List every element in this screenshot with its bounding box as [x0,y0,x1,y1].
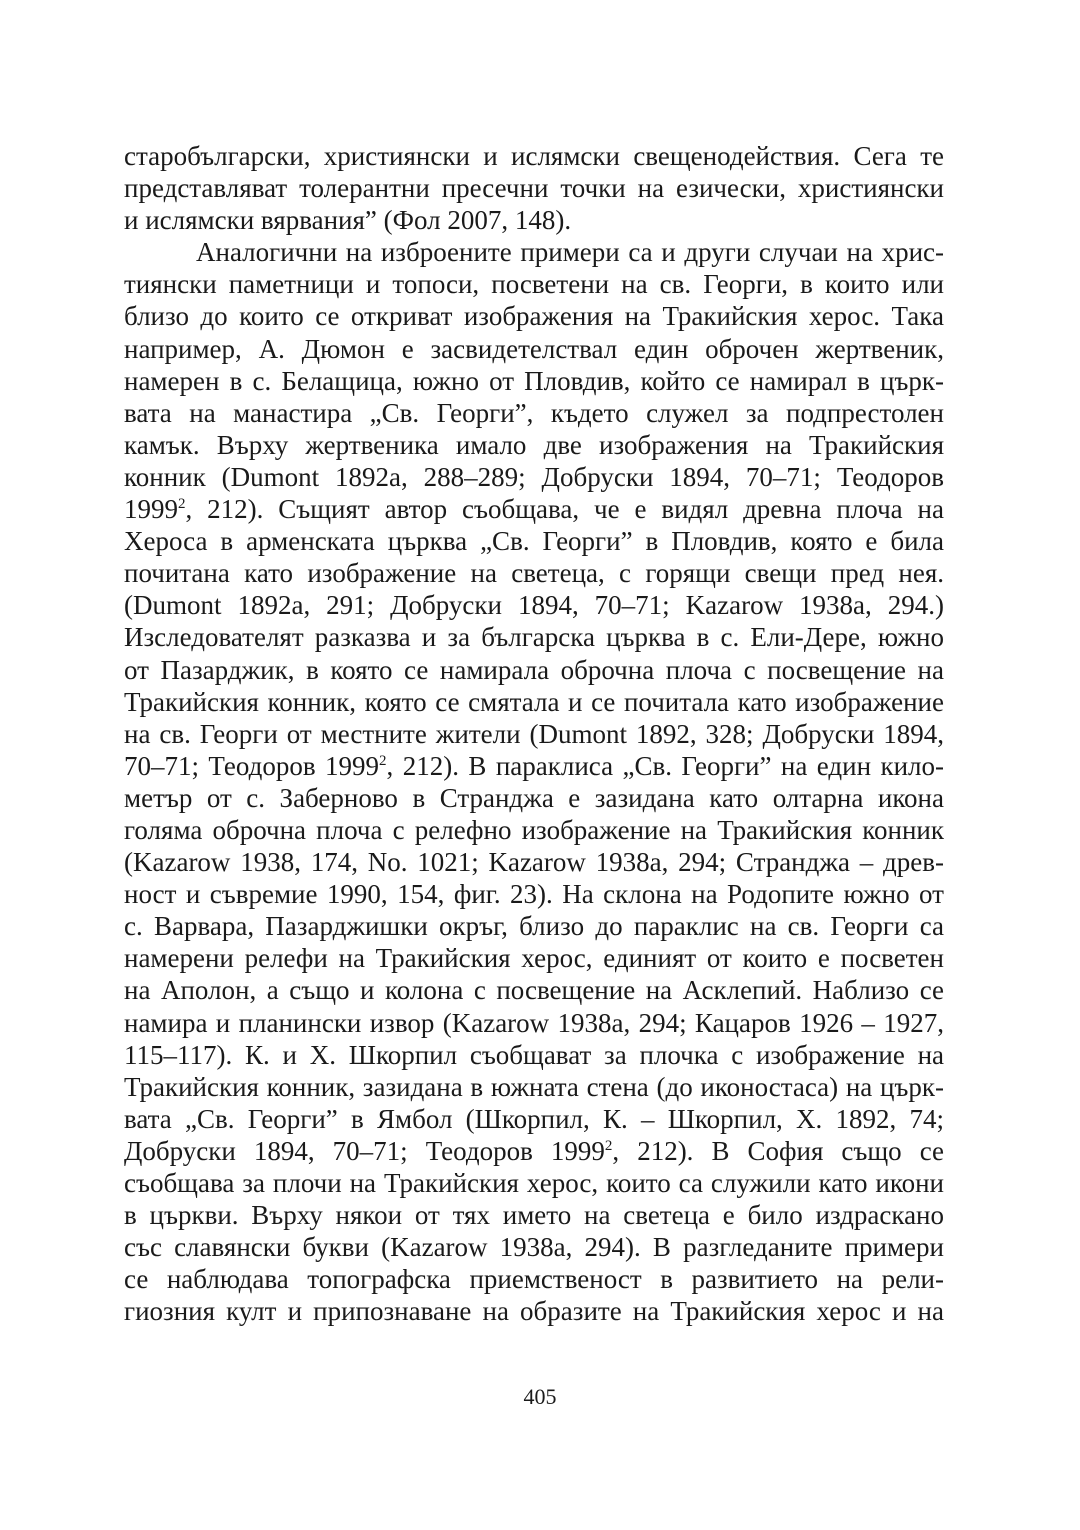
text-line: от Пазарджик, в която се намирала оброчна плоча с посвещение на [124,654,944,685]
text-line: Хероса в арменската църква „Св. Георги” в Пловдив, която е била [124,526,944,557]
text-line: тиянски паметници и топоси, посветени на св. Георги, в които или [124,269,944,300]
text-line: на Аполон, а също и колона с посвещение на Асклепий. Наблизо се [124,975,944,1006]
text-line: гиозния култ и припознаване на образите на Тракийския херос и на [124,1296,944,1327]
text-line: с. Варвара, Пазарджишки окръг, близо до параклис на св. Георги са [124,911,944,942]
text-line: вата „Св. Георги” в Ямбол (Шкорпил, К. – Шкорпил, Х. 1892, 74; [124,1103,944,1134]
text-line-with-superscript: 1999$^2$, 212). Същият автор съобщава, че е видял древна плоча на [124,494,944,525]
text-line: представляват толерантни пресечни точки на езически, християнски [124,173,944,204]
text-line: Тракийския конник, която се смятала и се почитала като изображение [124,686,944,717]
page-body [124,140,944,1327]
text-line: намерен в с. Белащица, южно от Пловдив, който се намирал в църк- [124,365,944,396]
text-line: се наблюдава топографска приемственост в развитието на рели- [124,1264,944,1295]
text-line: старобългарски, християнски и ислямски свещенодействия. Сега те [124,141,944,171]
paragraph-continuation [124,140,944,236]
text-line: близо до които се откриват изображения на Тракийския херос. Така [124,301,944,332]
text-line: Аналогични на изброените примери са и други случаи на хрис- [196,237,944,268]
text-line: намира и планински извор (Kazarow 1938a, 294; Кацаров 1926 – 1927, [124,1007,944,1038]
superscript: 2 [178,496,186,513]
text-line: съобщава за плочи на Тракийския херос, които са служили като икони [124,1168,944,1198]
text-line: в църкви. Върху някои от тях името на светеца е било издраскано [124,1200,944,1231]
text-line: голяма оброчна плоча с релефно изображение на Тракийския конник [124,814,944,845]
text-line-with-superscript: Добруски 1894, 70–71; Теодоров 1999$^2$, 212). В София също се [124,1135,944,1166]
text-line: на св. Георги от местните жители (Dumont 1892, 328; Добруски 1894, [124,718,944,749]
text-line: и ислямски вярвания” (Фол 2007, 148). [124,205,572,236]
superscript: 2 [604,1137,613,1154]
text-line: Изследователят разказва и за българска църква в с. Ели-Дере, южно [124,622,944,653]
text-line: намерени релефи на Тракийския херос, единият от които е посветен [124,943,944,974]
text-line-with-superscript: 70–71; Теодоров 1999$^2$, 212). В параклиса „Св. Георги” на един кило- [124,750,944,781]
text-line: конник (Dumont 1892a, 288–289; Добруски 1894, 70–71; Теодоров [124,461,944,492]
paragraph-main [124,236,944,1327]
text-line: (Dumont 1892a, 291; Добруски 1894, 70–71; Kazarow 1938a, 294.) [124,590,944,621]
text-line: метър от с. Заберново в Странджа е зазидана като олтарна икона [124,782,944,813]
text-line: със славянски букви (Kazarow 1938a, 294). В разгледаните примери [124,1232,944,1263]
text-line: например, А. Дюмон е засвидетелствал един оброчен жертвеник, [124,333,944,364]
page-number: 405 [523,1384,557,1409]
text-line: ност и съвремие 1990, 154, фиг. 23). На склона на Родопите южно от [124,879,944,910]
text-line: (Kazarow 1938, 174, No. 1021; Kazarow 1938a, 294; Странджа – древ- [124,847,944,878]
text-line: 115–117). К. и Х. Шкорпил съобщават за плочка с изображение на [124,1039,944,1070]
text-line: камък. Върху жертвеника имало две изображения на Тракийския [124,429,944,460]
text-line: почитана като изображение на светеца, с горящи свещи пред нея. [124,558,944,589]
superscript: 2 [379,752,387,769]
text-line: Тракийския конник, зазидана в южната стена (до иконостаса) на църк- [124,1071,944,1102]
text-line: вата на манастира „Св. Георги”, където служел за подпрестолен [124,397,944,428]
